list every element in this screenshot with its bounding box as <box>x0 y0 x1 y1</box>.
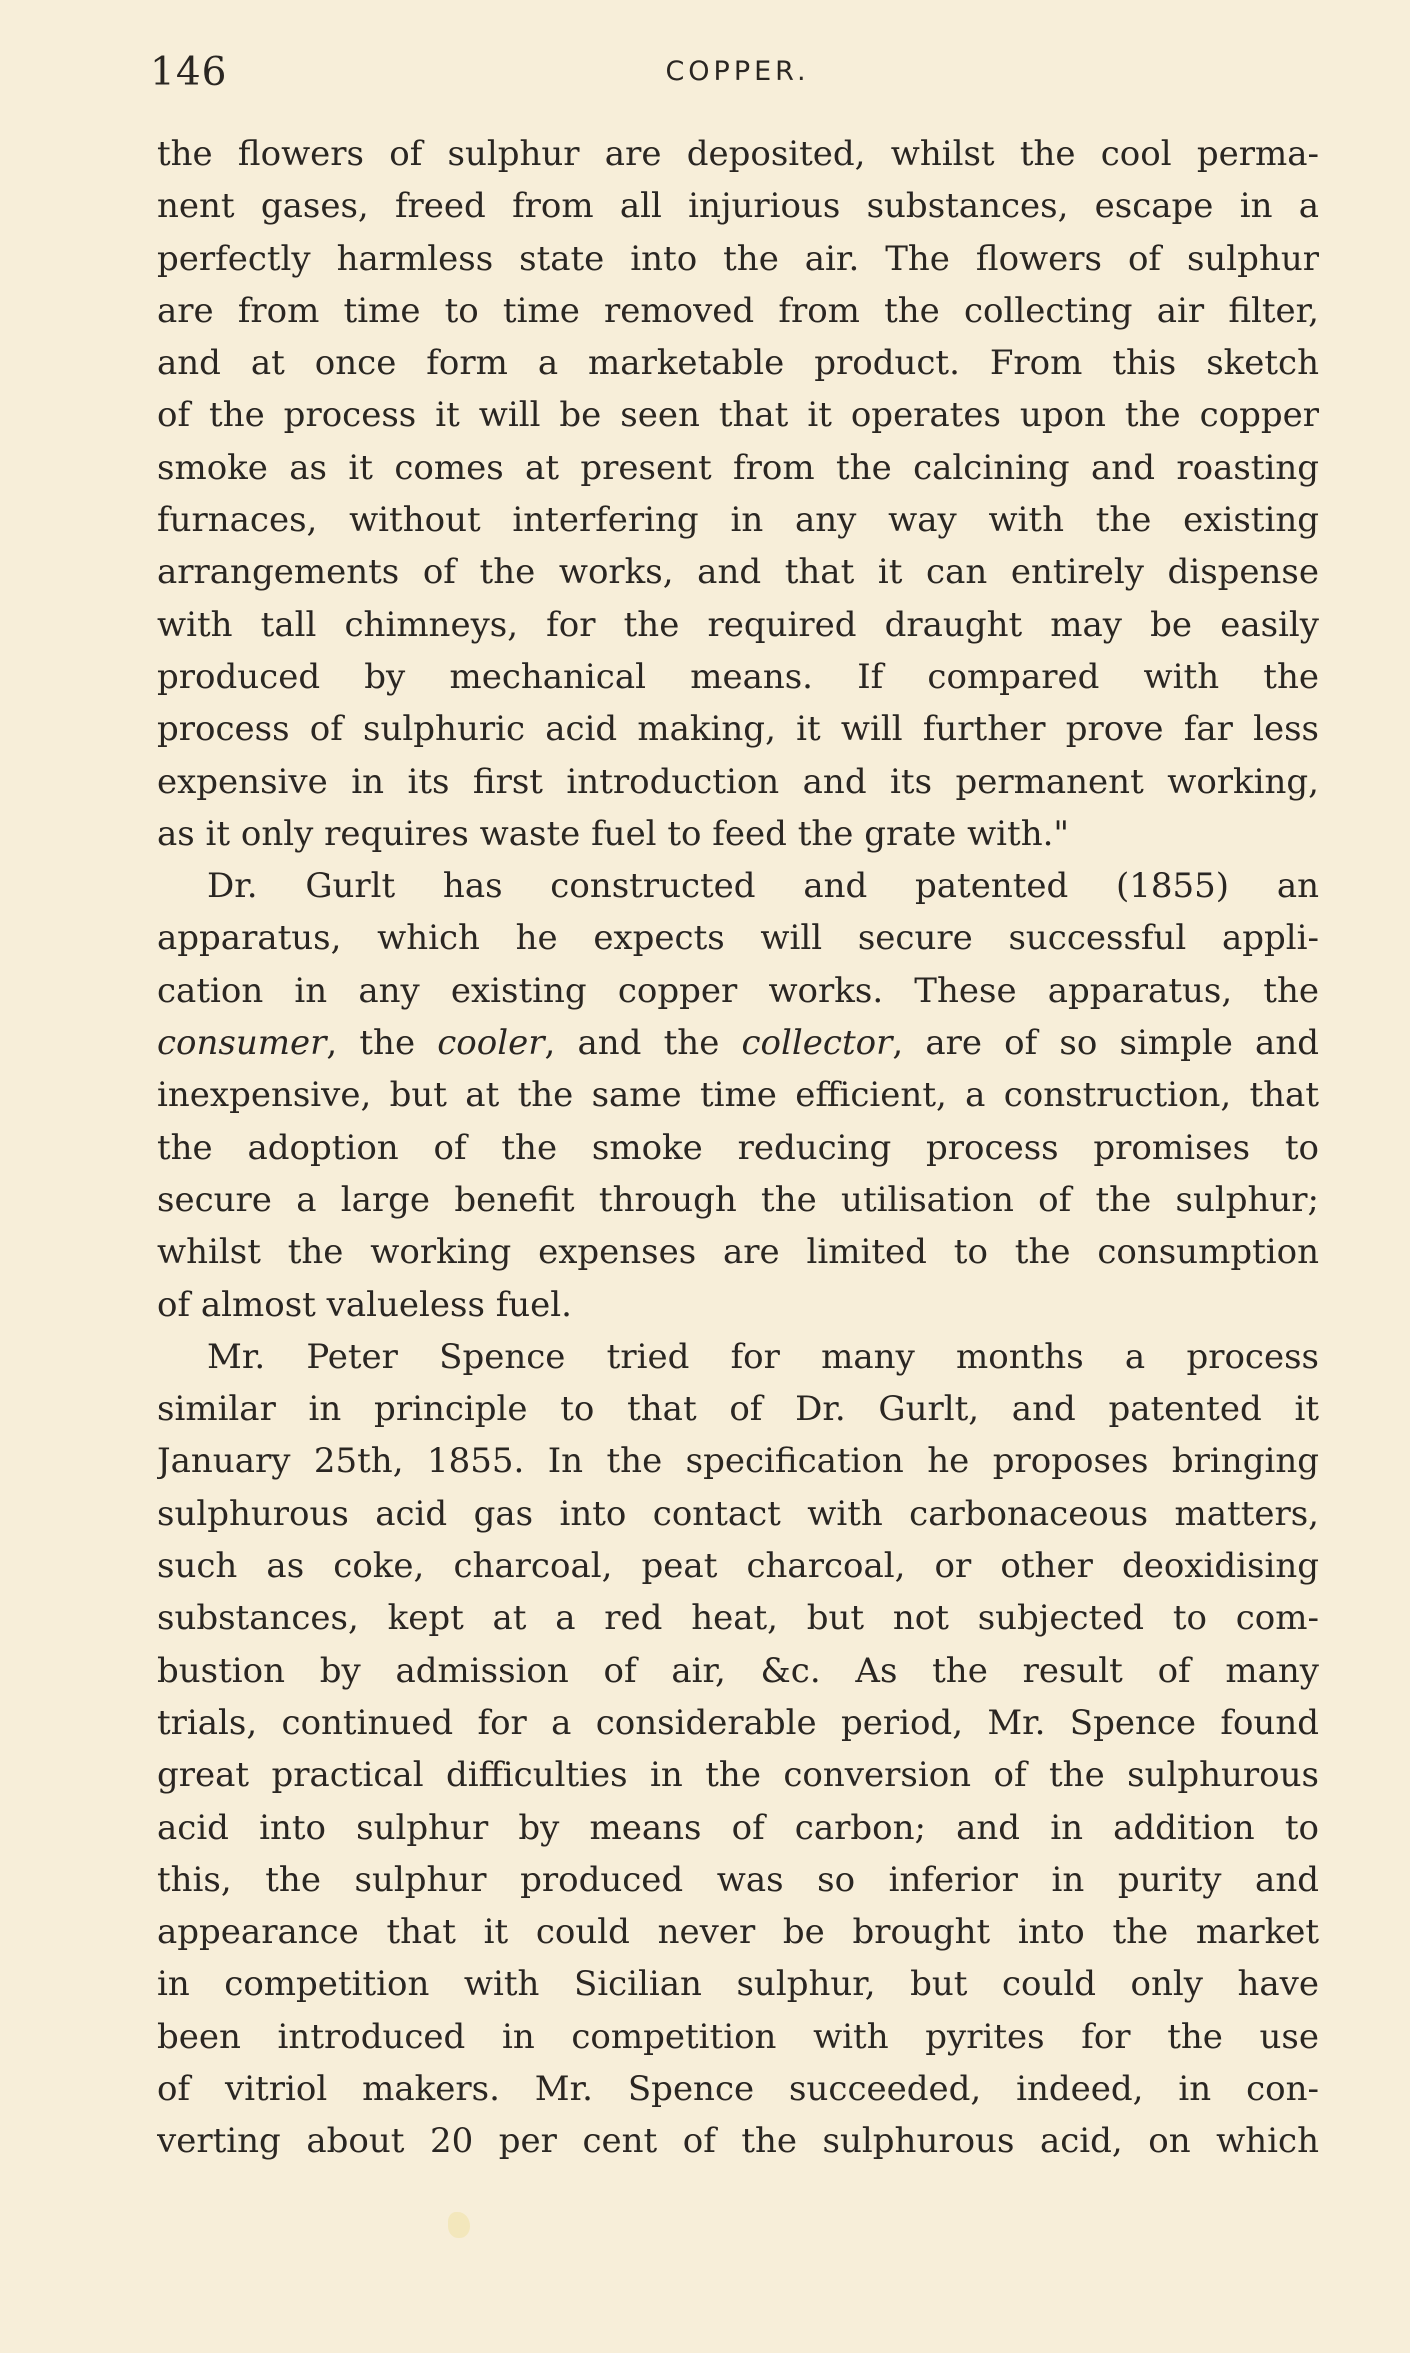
paper-stain <box>448 2212 470 2238</box>
text-line: similar in principle to that of Dr. Gurlt, and patented it <box>157 1389 1319 1430</box>
text-line: secure a large benefit through the utilisation of the sulphur; <box>157 1179 1319 1220</box>
text-line: inexpensive, but at the same time efficient, a construction, that <box>157 1075 1319 1116</box>
page-title: COPPER. <box>665 56 810 87</box>
text-line: bustion by admission of air, &c. As the result of many <box>157 1650 1319 1691</box>
text-line: acid into sulphur by means of carbon; and in addition to <box>157 1807 1319 1848</box>
text-line: and at once form a marketable product. From this sketch <box>157 343 1319 384</box>
text-line-with-italics <box>157 1017 1319 1069</box>
text-line: are from time to time removed from the collecting air filter, <box>157 290 1319 331</box>
text-line: with tall chimneys, for the required draught may be easily <box>157 604 1319 645</box>
text-line: great practical difficulties in the conversion of the sulphurous <box>157 1755 1319 1796</box>
text-line: produced by mechanical means. If compared with the <box>157 656 1319 697</box>
italic-term-consumer: consumer <box>157 1023 327 1064</box>
text-line: in competition with Sicilian sulphur, but could only have <box>157 1964 1319 2005</box>
text-line: nent gases, freed from all injurious substances, escape in a <box>157 186 1319 227</box>
paragraph-end-line: as it only requires waste fuel to feed the grate with." <box>157 813 1070 854</box>
page-number: 146 <box>150 50 228 95</box>
text-line: the flowers of sulphur are deposited, whilst the cool perma- <box>157 134 1319 174</box>
text-line: the adoption of the smoke reducing process promises to <box>157 1127 1319 1168</box>
text-line: cation in any existing copper works. These apparatus, the <box>157 970 1319 1011</box>
text-line: such as coke, charcoal, peat charcoal, or other deoxidising <box>157 1546 1319 1587</box>
paragraph-start-line: Mr. Peter Spence tried for many months a process <box>207 1336 1319 1377</box>
text-fragment: , and the <box>544 1023 742 1064</box>
text-line: furnaces, without interfering in any way with the existing <box>157 500 1319 541</box>
text-fragment: , are of so simple and <box>892 1023 1319 1064</box>
text-line: trials, continued for a considerable period, Mr. Spence found <box>157 1702 1319 1743</box>
text-line: of the process it will be seen that it operates upon the copper <box>157 395 1319 436</box>
text-line: expensive in its first introduction and its permanent working, <box>157 761 1319 802</box>
text-line: smoke as it comes at present from the calcining and roasting <box>157 447 1319 488</box>
text-line: appearance that it could never be brought into the market <box>157 1912 1319 1953</box>
text-line: apparatus, which he expects will secure successful appli- <box>157 918 1319 959</box>
text-line: verting about 20 per cent of the sulphurous acid, on which <box>157 2121 1319 2162</box>
running-head <box>150 50 1325 110</box>
text-line: of vitriol makers. Mr. Spence succeeded, indeed, in con- <box>157 2068 1319 2109</box>
italic-term-collector: collector <box>741 1023 893 1064</box>
body-text <box>157 128 1319 2168</box>
italic-term-cooler: cooler <box>437 1023 545 1064</box>
paragraph-end-line: of almost valueless fuel. <box>157 1284 572 1325</box>
text-fragment: , the <box>326 1023 438 1064</box>
text-line: been introduced in competition with pyrites for the use <box>157 2016 1319 2057</box>
text-line: process of sulphuric acid making, it will further prove far less <box>157 709 1319 750</box>
text-line: arrangements of the works, and that it can entirely dispense <box>157 552 1319 593</box>
paragraph-start-line: Dr. Gurlt has constructed and patented (1855) an <box>207 866 1319 907</box>
text-line: this, the sulphur produced was so inferior in purity and <box>157 1859 1319 1900</box>
text-line: whilst the working expenses are limited to the consumption <box>157 1232 1319 1273</box>
text-line: sulphurous acid gas into contact with carbonaceous matters, <box>157 1493 1319 1534</box>
text-line: substances, kept at a red heat, but not subjected to com- <box>157 1598 1319 1639</box>
text-line: perfectly harmless state into the air. The flowers of sulphur <box>157 238 1319 279</box>
text-line: January 25th, 1855. In the specification he proposes bringing <box>157 1441 1319 1482</box>
